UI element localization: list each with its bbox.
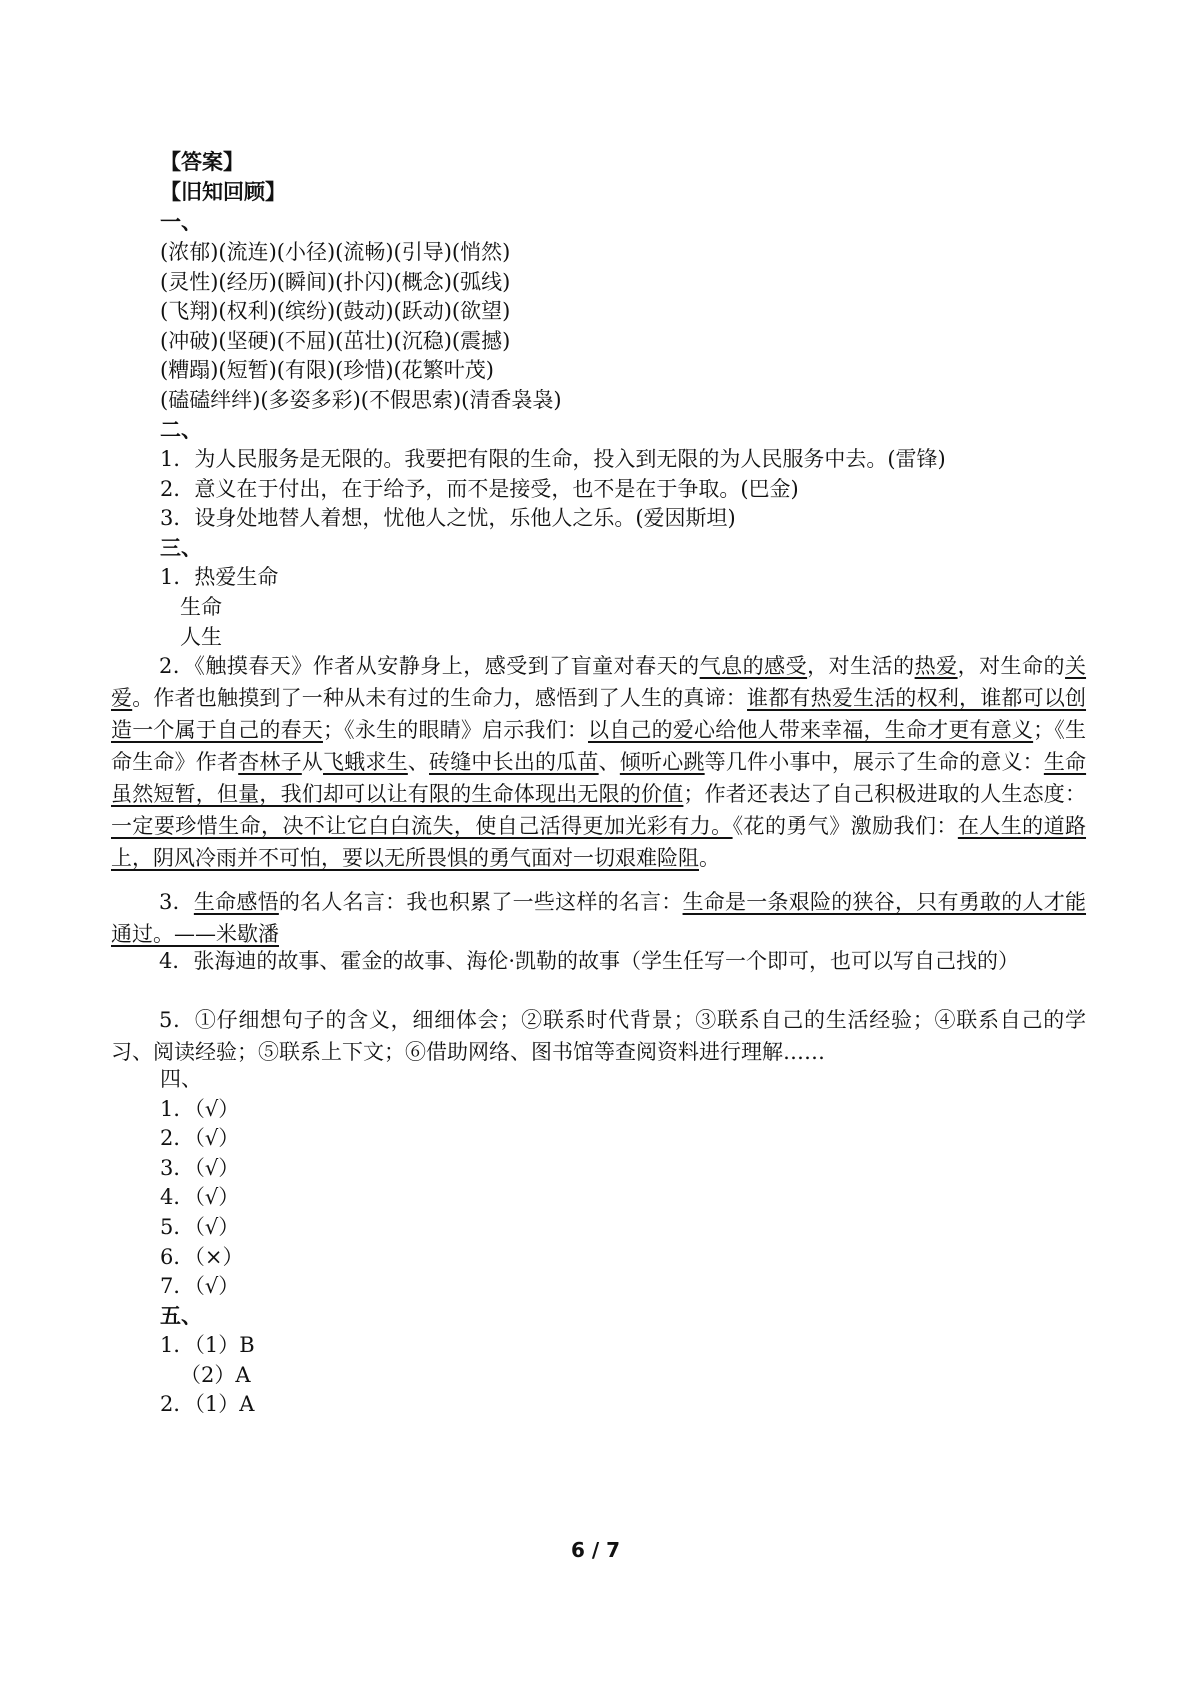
item-3-1-sub: 生命 (180, 595, 222, 619)
review-heading: 【旧知回顾】 (160, 180, 286, 204)
word-row: (糟蹋)(短暂)(有限)(珍惜)(花繁叶茂) (160, 358, 494, 382)
quote-row: 1．为人民服务是无限的。我要把有限的生命，投入到无限的为人民服务中去。(雷锋) (160, 447, 946, 471)
paragraph-3-2: 2．《触摸春天》作者从安静身上，感受到了盲童对春天的气息的感受，对生活的热爱，对生命的关爱。作者也触摸到了一种从未有过的生命力，感悟到了人生的真谛：谁都有热爱生活的权利，谁都可以创造一个属于自己的春天；《永生的眼睛》启示我们：以自己的爱心给他人带来幸福，生命才更有意义；《生命生命》作者杏林子从飞蛾求生、砖缝中长出的瓜苗、倾听心跳等几件小事中，展示了生命的意义：生命虽然短暂，但量，我们却可以让有限的生命体现出无限的价值；作者还表达了自己积极进取的人生态度：一定要珍惜生命，决不让它白白流失，使自己活得更加光彩有力。《花的勇气》激励我们：在人生的道路上，阴风冷雨并不可怕，要以无所畏惧的勇气面对一切艰难险阻。 (111, 654, 1087, 870)
judge-row: 2．（√） (160, 1126, 240, 1150)
answer-heading: 【答案】 (160, 150, 244, 174)
section-1-label: 一、 (160, 210, 202, 234)
paragraph-3-3: 3．生命感悟的名人名言：我也积累了一些这样的名言：生命是一条艰险的狭谷，只有勇敢的人才能通过。——米歇潘 (111, 890, 1087, 946)
judge-row: 1．（√） (160, 1097, 240, 1121)
word-row: (浓郁)(流连)(小径)(流畅)(引导)(悄然) (160, 240, 511, 264)
choice-row: （2）A (180, 1363, 251, 1387)
word-row: (灵性)(经历)(瞬间)(扑闪)(概念)(弧线) (160, 270, 511, 294)
judge-row: 7．（√） (160, 1274, 240, 1298)
judge-row: 4．（√） (160, 1185, 240, 1209)
choice-row: 2．（1）A (160, 1392, 255, 1416)
word-row: (飞翔)(权利)(缤纷)(鼓动)(跃动)(欲望) (160, 299, 511, 323)
quote-row: 3．设身处地替人着想，忧他人之忧，乐他人之乐。(爱因斯坦) (160, 506, 736, 530)
quote-row: 2．意义在于付出，在于给予，而不是接受，也不是在于争取。(巴金) (160, 477, 799, 501)
item-3-1-sub: 人生 (180, 625, 222, 649)
item-3-1: 1．热爱生命 (160, 565, 279, 589)
choice-row: 1．（1）B (160, 1333, 255, 1357)
paragraph-3-4: 4．张海迪的故事、霍金的故事、海伦·凯勒的故事（学生任写一个即可，也可以写自己找的） (159, 949, 1020, 973)
judge-row: 5．（√） (160, 1215, 240, 1239)
section-5-label: 五、 (160, 1304, 202, 1328)
section-2-label: 二、 (160, 418, 202, 442)
section-4-label: 四、 (160, 1067, 202, 1091)
paragraph-3-5: 5．①仔细想句子的含义，细细体会；②联系时代背景；③联系自己的生活经验；④联系自己的学习、阅读经验；⑤联系上下文；⑥借助网络、图书馆等查阅资料进行理解…… (111, 1008, 1086, 1064)
word-row: (磕磕绊绊)(多姿多彩)(不假思索)(清香袅袅) (160, 388, 562, 412)
word-row: (冲破)(坚硬)(不屈)(茁壮)(沉稳)(震撼) (160, 329, 511, 353)
judge-row: 6．（×） (160, 1245, 244, 1269)
section-3-label: 三、 (160, 536, 202, 560)
judge-row: 3．（√） (160, 1156, 240, 1180)
page-number: 6 / 7 (570, 1538, 621, 1562)
